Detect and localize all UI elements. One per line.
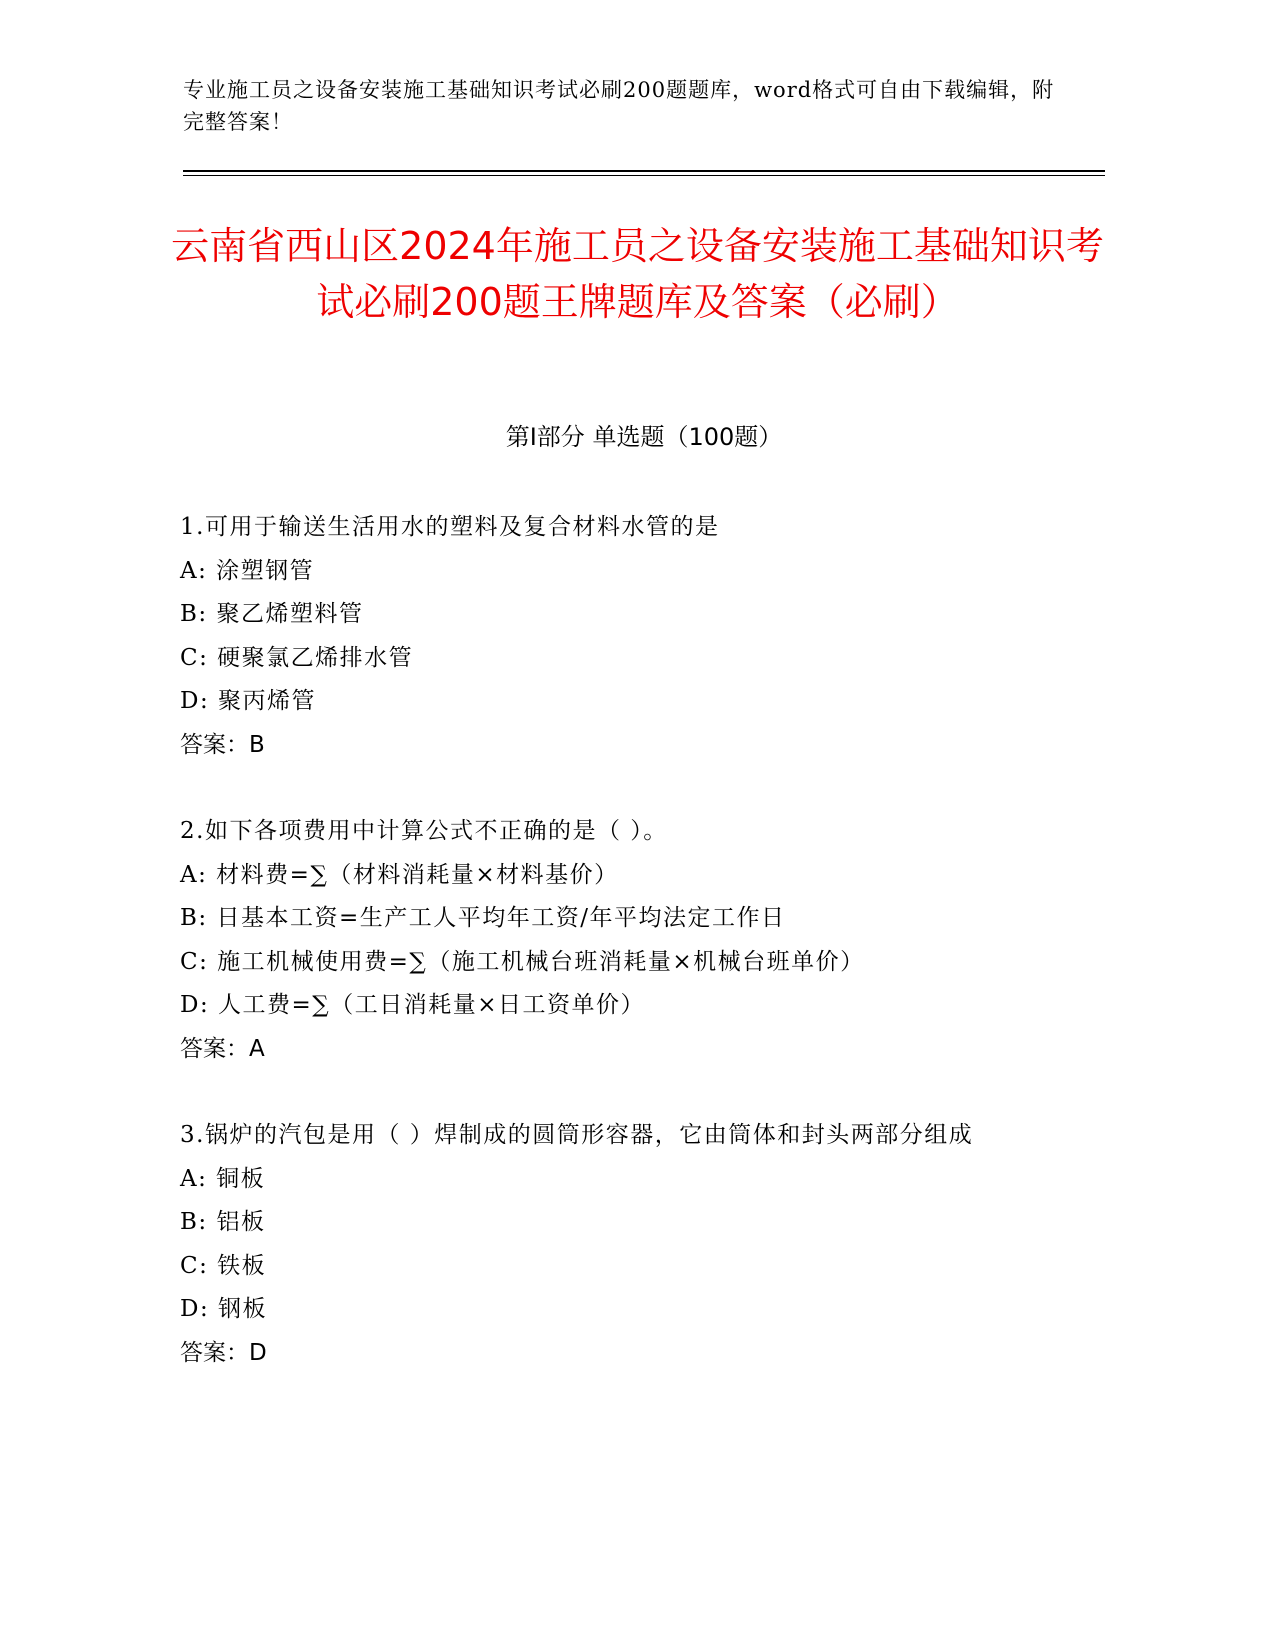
question-1	[180, 506, 1100, 767]
answer: 答案：D	[180, 1339, 267, 1366]
option-d: D: 钢板	[180, 1296, 268, 1322]
option-c: C: 施工机械使用费=∑（施工机械台班消耗量×机械台班单价）	[180, 948, 865, 975]
option-a: A: 材料费=∑（材料消耗量×材料基价）	[180, 861, 619, 888]
question-list	[180, 506, 1100, 1418]
option-a: A: 涂塑钢管	[180, 557, 315, 584]
header-divider-thin	[183, 175, 1105, 176]
option-b: B: 聚乙烯塑料管	[180, 601, 364, 627]
option-b: B: 铝板	[180, 1209, 266, 1235]
option-d: D: 人工费=∑（工日消耗量×日工资单价）	[180, 992, 645, 1018]
option-b: B: 日基本工资=生产工人平均年工资/年平均法定工作日	[180, 905, 786, 931]
option-c: C: 硬聚氯乙烯排水管	[180, 644, 414, 671]
question-stem: 3.锅炉的汽包是用（ ）焊制成的圆筒形容器，它由筒体和封头两部分组成	[180, 1122, 974, 1148]
question-3	[180, 1114, 1100, 1375]
answer: 答案：A	[180, 1035, 265, 1062]
header-divider-thick	[183, 170, 1105, 172]
question-2	[180, 810, 1100, 1071]
section-heading: 第I部分 单选题（100题）	[505, 423, 783, 451]
header-note: 专业施工员之设备安装施工基础知识考试必刷200题题库，word格式可自由下载编辑，附完整答案！	[183, 78, 1055, 134]
option-a: A: 铜板	[180, 1165, 266, 1192]
question-stem: 1.可用于输送生活用水的塑料及复合材料水管的是	[180, 514, 720, 540]
document-title: 云南省西山区2024年施工员之设备安装施工基础知识考试必刷200题王牌题库及答案（必刷）	[171, 224, 1104, 324]
option-c: C: 铁板	[180, 1252, 267, 1279]
answer: 答案：B	[180, 731, 265, 758]
question-stem: 2.如下各项费用中计算公式不正确的是（ ）。	[180, 818, 668, 844]
option-d: D: 聚丙烯管	[180, 688, 317, 714]
